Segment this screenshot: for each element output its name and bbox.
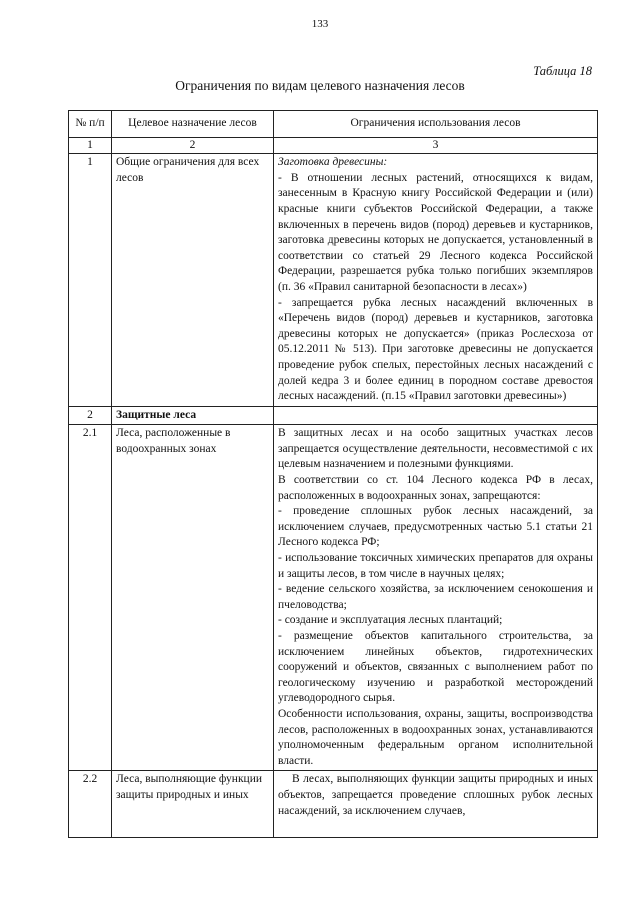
table-label: Таблица 18 xyxy=(533,64,592,78)
table-row xyxy=(69,771,598,838)
row-number: 1 xyxy=(69,154,112,407)
row-purpose: Леса, выполняющие функции защиты природных и иных xyxy=(112,771,274,838)
restriction-paragraph: - проведение сплошных рубок лесных насаждений, за исключением случаев, предусмотренных частью 5.1 статьи 21 Лесного кодекса РФ; xyxy=(278,505,593,549)
column-number-row xyxy=(69,137,598,154)
header-restrictions: Ограничения использования лесов xyxy=(274,111,598,138)
row-restrictions xyxy=(274,154,598,407)
table-row xyxy=(69,425,598,771)
row-number: 2.1 xyxy=(69,425,112,771)
row-restrictions xyxy=(274,771,598,838)
restriction-paragraph: - создание и эксплуатация лесных плантаций; xyxy=(278,614,503,627)
table-title: Ограничения по видам целевого назначения лесов xyxy=(175,78,465,93)
table-row xyxy=(69,154,598,407)
row-purpose: Леса, расположенные в водоохранных зонах xyxy=(112,425,274,771)
row-number: 2.2 xyxy=(69,771,112,838)
restriction-paragraph: - ведение сельского хозяйства, за исключением сенокошения и пчеловодства; xyxy=(278,583,593,611)
restriction-paragraph: Особенности использования, охраны, защиты, воспроизводства лесов, расположенных в водоохранных зонах, устанавливаются уполномоченным федеральным органом исполнительной власти. xyxy=(278,707,593,767)
row-restrictions xyxy=(274,406,598,425)
header-num: № п/п xyxy=(69,111,112,138)
restriction-paragraph: В лесах, выполняющих функции защиты природных и иных объектов, запрещается проведение сплошных рубок лесных насаждений, за исключением случаев, xyxy=(278,773,593,817)
restriction-paragraph: - использование токсичных химических препаратов для охраны и защиты лесов, в том числе в научных целях; xyxy=(278,552,593,580)
restriction-paragraph: - размещение объектов капитального строительства, за исключением линейных объектов, гидротехнических сооружений и объектов, связанных с выполнением работ по геологическому изучению и разработкой месторождений углеводородного сырья. xyxy=(278,630,593,705)
section-title: Защитные леса xyxy=(112,406,274,425)
restriction-paragraph: - запрещается рубка лесных насаждений включенных в «Перечень видов (пород) деревьев и кустарников, заготовка древесины которых не допускается» (приказ Рослесхоза от 05.12.2011 № 513). При заготовке древесины не допускается проведение рубок спелых, перестойных лесных насаждений с долей кедра 3 и более единиц в породном составе древостоя лесных насаждений. (п.15 «Правил заготовки древесины») xyxy=(278,296,593,403)
row-purpose: Общие ограничения для всех лесов xyxy=(112,154,274,407)
header-purpose: Целевое назначение лесов xyxy=(112,111,274,138)
restrictions-table xyxy=(68,110,598,838)
column-number-2: 2 xyxy=(112,137,274,154)
row-restrictions xyxy=(274,425,598,771)
row-number: 2 xyxy=(69,406,112,425)
column-number-1: 1 xyxy=(69,137,112,154)
page-number: 133 xyxy=(311,18,329,30)
restriction-subheading: Заготовка древесины: xyxy=(278,156,388,169)
header-row xyxy=(69,111,598,138)
restriction-paragraph: В защитных лесах и на особо защитных участках лесов запрещается осуществление деятельности, несовместимой с их целевым назначением и полезными функциями. xyxy=(278,427,593,471)
section-row xyxy=(69,406,598,425)
column-number-3: 3 xyxy=(274,137,598,154)
restriction-paragraph: В соответствии со ст. 104 Лесного кодекса РФ в лесах, расположенных в водоохранных зонах, запрещаются: xyxy=(278,474,593,502)
restriction-paragraph: - В отношении лесных растений, относящихся к видам, занесенным в Красную книгу Российской Федерации и (или) красные книги субъектов Российской Федерации, а также включенных в перечень видов (пород) деревьев и кустарников, заготовка древесины которых не допускается, установленный в соответствии со статьей 29 Лесного кодекса Российской Федерации, разрешается рубка только погибших экземпляров (п. 36 «Правил санитарной безопасности в лесах») xyxy=(278,171,593,293)
